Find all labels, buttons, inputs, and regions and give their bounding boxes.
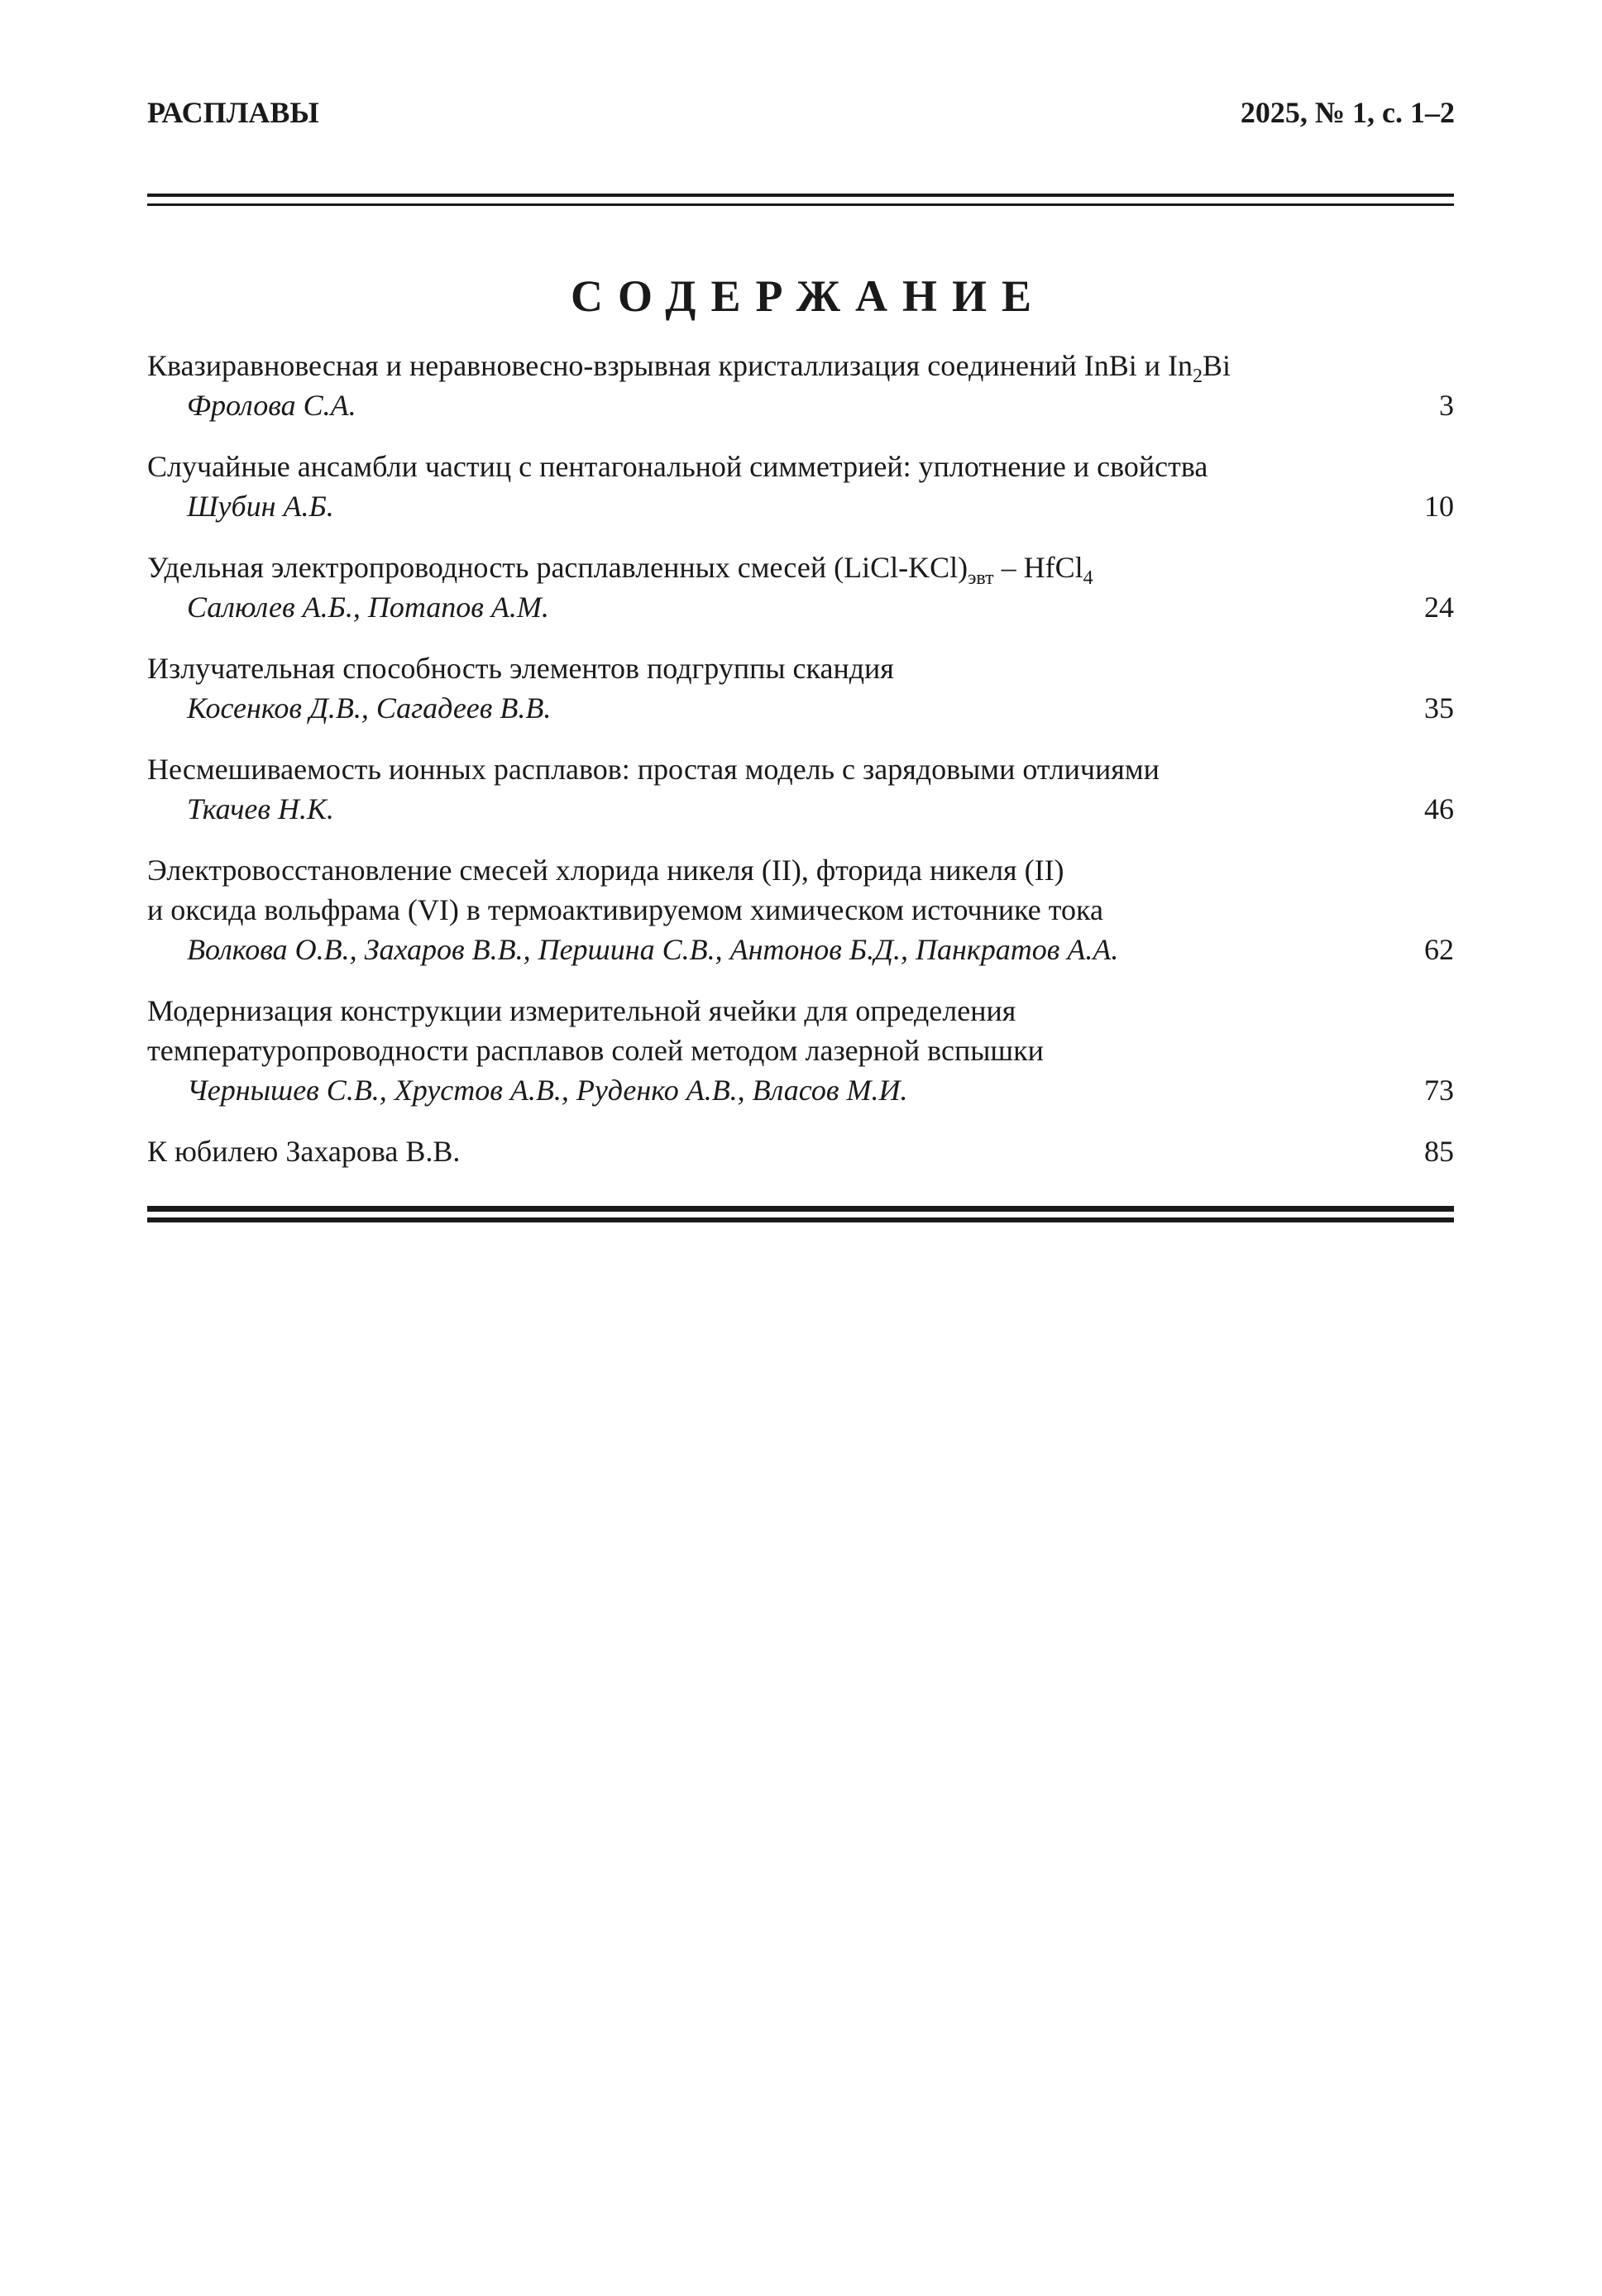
table-of-contents (147, 346, 1454, 1171)
toc-entry-title: Удельная электропроводность расплавленных смесей $(LiCl-KCl)_{эвт}$ – HfCl$_4$ (147, 551, 1093, 589)
toc-entry-title-line-2: температуропроводности расплавов солей методом лазерной вспышки (147, 1034, 1044, 1067)
toc-entry-page: 10 (1424, 490, 1454, 523)
toc-entry[interactable] (147, 346, 1454, 425)
toc-entry-page: 3 (1439, 389, 1454, 422)
toc-entry-authors: Салюлев А.Б., Потапов А.М. (187, 591, 549, 624)
header-rule-top (147, 194, 1454, 197)
page-title: СОДЕРЖАНИЕ (571, 271, 1046, 321)
toc-entry-page: 24 (1424, 591, 1454, 624)
issue-info: 2025, № 1, с. 1–2 (1240, 96, 1455, 129)
toc-entry[interactable] (147, 548, 1454, 627)
footer-rule-top (147, 1206, 1454, 1212)
toc-entry[interactable] (147, 447, 1454, 526)
toc-entry-page: 62 (1424, 933, 1454, 966)
toc-entry-title: Излучательная способность элементов подгруппы скандия (147, 652, 894, 685)
header-rule-bottom (147, 203, 1454, 206)
toc-entry-page: 46 (1424, 792, 1454, 825)
toc-entry[interactable] (147, 850, 1454, 969)
toc-entry[interactable] (147, 991, 1454, 1110)
journal-name: РАСПЛАВЫ (147, 96, 319, 129)
toc-entry-title-line-1: Электровосстановление смесей хлорида никеля (II), фторида никеля (II) (147, 854, 1064, 887)
toc-entry[interactable] (147, 648, 1454, 728)
toc-entry-authors: Волкова О.В., Захаров В.В., Першина С.В., Антонов Б.Д., Панкратов А.А. (187, 933, 1119, 966)
toc-entry-title-line-2: и оксида вольфрама (VI) в термоактивируемом химическом источнике тока (147, 893, 1103, 926)
toc-entry-page: 85 (1424, 1135, 1454, 1168)
footer-rule-bottom (147, 1217, 1454, 1222)
toc-entry-authors: Фролова С.А. (187, 389, 356, 422)
toc-entry-page: 73 (1424, 1074, 1454, 1107)
toc-entry-authors: Ткачев Н.К. (187, 792, 334, 825)
toc-entry[interactable] (147, 1131, 1454, 1171)
toc-entry-authors: Чернышев С.В., Хрустов А.В., Руденко А.В., Власов М.И. (187, 1074, 908, 1107)
toc-entry-title: Несмешиваемость ионных расплавов: простая модель с зарядовыми отличиями (147, 753, 1160, 786)
toc-entry-authors: Шубин А.Б. (187, 490, 334, 523)
toc-entry-title: Случайные ансамбли частиц с пентагональной симметрией: уплотнение и свойства (147, 450, 1208, 483)
toc-entry-page: 35 (1424, 691, 1454, 725)
toc-entry-title: К юбилею Захарова В.В. (147, 1135, 461, 1168)
toc-entry-authors: Косенков Д.В., Сагадеев В.В. (187, 691, 552, 725)
toc-entry-title-line-1: Модернизация конструкции измерительной ячейки для определения (147, 994, 1016, 1027)
toc-entry[interactable] (147, 749, 1454, 829)
toc-entry-title: Квазиравновесная и неравновесно-взрывная кристаллизация соединений InBi и $In_2Bi$ (147, 349, 1231, 387)
